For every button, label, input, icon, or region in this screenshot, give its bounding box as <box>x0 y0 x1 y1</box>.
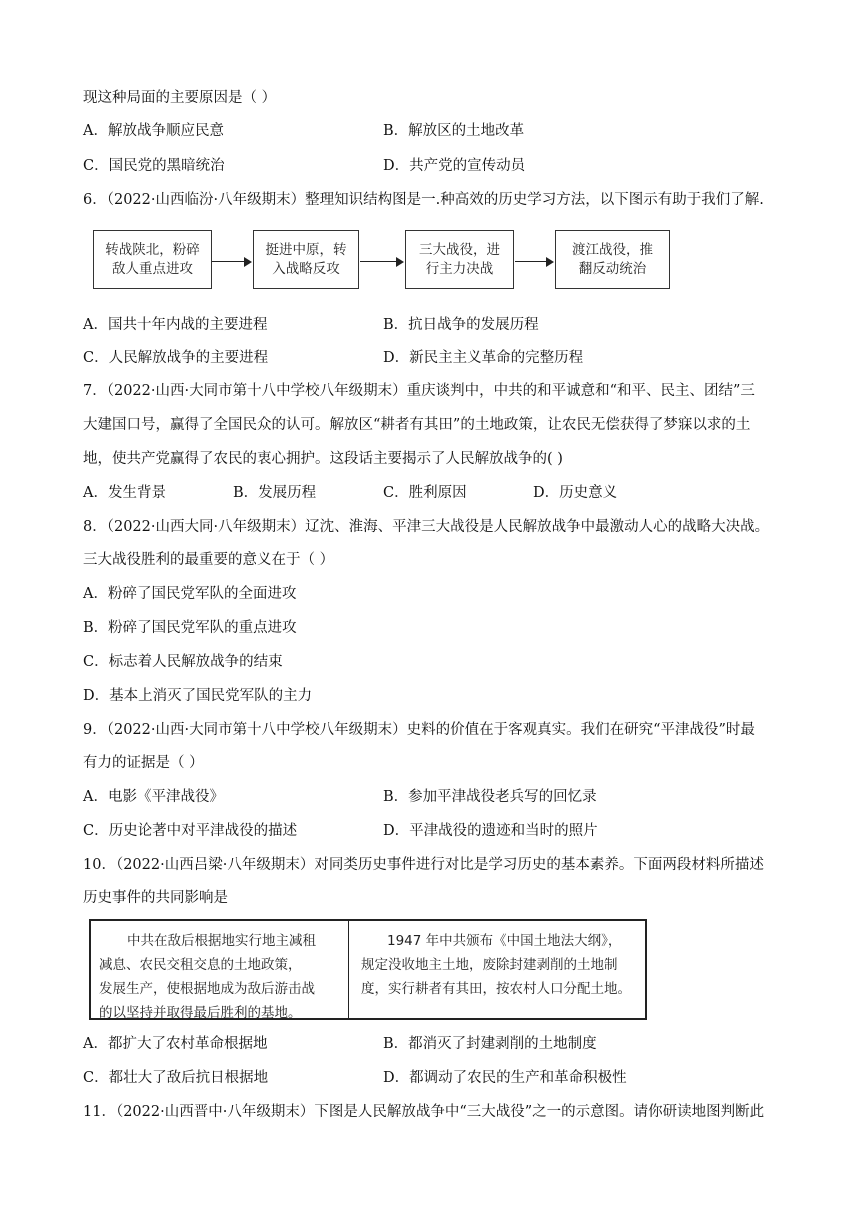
q9-stem-line-1: 9．（2022·山西·大同市第十八中学校八年级期末）史料的价值在于客观真实。我们在研究“平津战役”时最 <box>83 722 755 738</box>
q5-option-a[interactable]: A．解放战争顺应民意 <box>83 123 224 139</box>
q8-stem-line-1: 8．（2022·山西大同·八年级期末）辽沈、淮海、平津三大战役是人民解放战争中最激动人心的战略大决战。 <box>83 519 770 535</box>
q6-option-a[interactable]: A．国共十年内战的主要进程 <box>83 317 268 333</box>
q10-stem-line-1: 10．（2022·山西吕梁·八年级期末）对同类历史事件进行对比是学习历史的基本素养。下面两段材料所描述 <box>83 857 764 873</box>
q7-option-c[interactable]: C．胜利原因 <box>383 485 467 501</box>
q8-option-b[interactable]: B．粉碎了国民党军队的重点进攻 <box>83 620 297 636</box>
q5-option-c[interactable]: C．国民党的黑暗统治 <box>83 158 225 174</box>
q10-material-table <box>89 919 647 1020</box>
q9-stem-line-2: 有力的证据是（ ） <box>83 755 204 771</box>
flow-step-1: 转战陕北，粉碎 敌人重点进攻 <box>93 230 212 289</box>
flow-arrow-3 <box>515 261 552 262</box>
flow-arrow-2 <box>360 261 402 262</box>
q8-option-d[interactable]: D．基本上消灭了国民党军队的主力 <box>83 688 313 704</box>
q10-material-right: 1947 年中共颁布《中国土地法大纲》， 规定没收地主土地，废除封建剥削的土地制 度，实行耕者有其田，按农村人口分配土地。 <box>361 933 631 997</box>
q9-option-b[interactable]: B．参加平津战役老兵写的回忆录 <box>383 789 597 805</box>
q6-option-d[interactable]: D．新民主主义革命的完整历程 <box>383 350 584 366</box>
q9-option-d[interactable]: D．平津战役的遗迹和当时的照片 <box>383 823 598 839</box>
q7-stem-line-3: 地，使共产党赢得了农民的衷心拥护。这段话主要揭示了人民解放战争的( ) <box>83 451 563 467</box>
q5-option-d[interactable]: D．共产党的宣传动员 <box>383 158 526 174</box>
q7-stem-line-2: 大建国口号，赢得了全国民众的认可。解放区“耕者有其田”的土地政策，让农民无偿获得了梦寐以求的土 <box>83 417 751 433</box>
q10-material-left: 中共在敌后根据地实行地主减租 减息、农民交租交息的土地政策， 发展生产，使根据地成为敌后游击战 的以坚持并取得最后胜利的基地。 <box>91 921 349 1018</box>
q11-stem: 11．（2022·山西晋中·八年级期末）下图是人民解放战争中“三大战役”之一的示意图。请你研读地图判断此 <box>83 1104 765 1120</box>
q8-stem-line-2: 三大战役胜利的最重要的意义在于（ ） <box>83 552 335 568</box>
q8-option-c[interactable]: C．标志着人民解放战争的结束 <box>83 654 283 670</box>
flow-step-3: 三大战役，进 行主力决战 <box>405 230 514 289</box>
q8-option-a[interactable]: A．粉碎了国民党军队的全面进攻 <box>83 586 297 602</box>
flow-arrow-1 <box>212 261 250 262</box>
q9-option-a[interactable]: A．电影《平津战役》 <box>83 789 224 805</box>
q5-option-b[interactable]: B．解放区的土地改革 <box>383 123 525 139</box>
q7-option-b[interactable]: B．发展历程 <box>233 485 317 501</box>
q7-stem-line-1: 7．（2022·山西·大同市第十八中学校八年级期末）重庆谈判中，中共的和平诚意和“和平、民主、团结”三 <box>83 383 755 399</box>
flow-step-2: 挺进中原，转 入战略反攻 <box>253 230 359 289</box>
flow-step-4: 渡江战役，推 翻反动统治 <box>555 230 670 289</box>
q10-option-d[interactable]: D．都调动了农民的生产和革命积极性 <box>383 1070 627 1086</box>
q10-stem-line-2: 历史事件的共同影响是 <box>83 890 228 906</box>
q10-option-c[interactable]: C．都壮大了敌后抗日根据地 <box>83 1070 269 1086</box>
q7-option-a[interactable]: A．发生背景 <box>83 485 166 501</box>
q5-stem-tail: 现这种局面的主要原因是（ ） <box>83 90 277 106</box>
q7-option-d[interactable]: D．历史意义 <box>533 485 618 501</box>
q10-option-a[interactable]: A．都扩大了农村革命根据地 <box>83 1036 268 1052</box>
q10-option-b[interactable]: B．都消灭了封建剥削的土地制度 <box>383 1036 597 1052</box>
q6-option-c[interactable]: C．人民解放战争的主要进程 <box>83 350 269 366</box>
q9-option-c[interactable]: C．历史论著中对平津战役的描述 <box>83 823 298 839</box>
q6-stem: 6．（2022·山西临汾·八年级期末）整理知识结构图是一.种高效的历史学习方法，以下图示有助于我们了解. <box>83 192 764 208</box>
q6-option-b[interactable]: B．抗日战争的发展历程 <box>383 317 539 333</box>
